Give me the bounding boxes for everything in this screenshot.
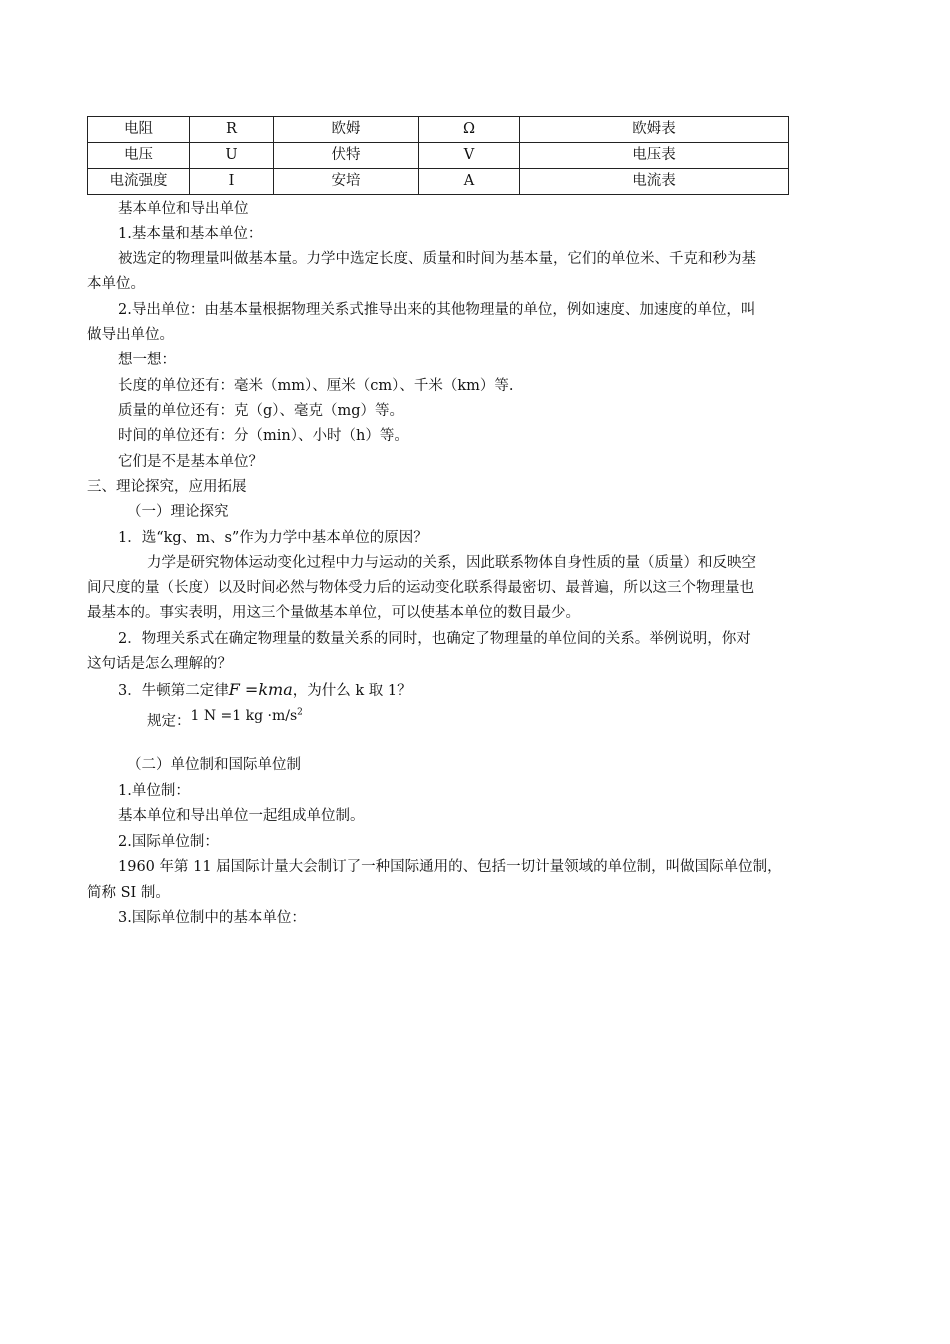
quantity-cell: 电压 (88, 143, 190, 169)
table-row (88, 169, 789, 195)
paragraph-line: 长度的单位还有：毫米（mm）、厘米（cm）、千米（km）等. (118, 378, 514, 394)
question-line: 2．物理关系式在确定物理量的数量关系的同时，也确定了物理量的单位间的关系。举例说明，你对 (118, 631, 751, 647)
paragraph-line: 2.导出单位：由基本量根据物理关系式推导出来的其他物理量的单位，例如速度、加速度的单位，叫 (118, 302, 756, 318)
subheading: （二）单位制和国际单位制 (127, 757, 301, 773)
table-row (88, 117, 789, 143)
units-table (87, 116, 789, 195)
paragraph-line: 质量的单位还有：克（g）、毫克（mg）等。 (118, 403, 405, 419)
paragraph-line: 时间的单位还有：分（min）、小时（h）等。 (118, 428, 409, 444)
paragraph-line: 做导出单位。 (87, 327, 174, 343)
paragraph-line: 力学是研究物体运动变化过程中力与运动的关系，因此联系物体自身性质的量（质量）和反映空 (147, 555, 756, 571)
instrument-cell: 电压表 (520, 143, 789, 169)
instrument-cell: 欧姆表 (520, 117, 789, 143)
formula-exponent: 2 (297, 707, 303, 717)
paragraph-line: 本单位。 (87, 276, 145, 292)
formula-body: 1 N =1 kg ·m/s (190, 707, 298, 724)
newton-unit-formula (191, 708, 303, 724)
symbol-cell: U (190, 143, 274, 169)
unit-cell: 伏特 (274, 143, 419, 169)
symbol-cell: R (190, 117, 274, 143)
section-heading: 三、理论探究，应用拓展 (87, 479, 247, 495)
question-text: 3．牛顿第二定律 (118, 683, 229, 699)
paragraph-line: 1960 年第 11 届国际计量大会制订了一种国际通用的、包括一切计量领域的单位制，叫做国际单位制， (118, 859, 782, 875)
unit-symbol-cell: V (419, 143, 520, 169)
paragraph-line: 这句话是怎么理解的？ (87, 656, 232, 672)
subheading: 2.国际单位制： (118, 834, 219, 850)
newton-formula: F =kma (228, 680, 293, 699)
subheading: （一）理论探究 (127, 504, 229, 520)
unit-cell: 安培 (274, 169, 419, 195)
question-text: ，为什么 k 取 1？ (292, 683, 412, 699)
paragraph-line: 基本单位和导出单位一起组成单位制。 (118, 808, 365, 824)
question-line (118, 680, 412, 701)
section-heading: 基本单位和导出单位 (118, 201, 249, 217)
subheading: 3.国际单位制中的基本单位： (118, 910, 306, 926)
quantity-cell: 电阻 (88, 117, 190, 143)
symbol-cell: I (190, 169, 274, 195)
unit-symbol-cell: A (419, 169, 520, 195)
definition-line (147, 708, 303, 732)
unit-symbol-cell: Ω (419, 117, 520, 143)
paragraph-line: 简称 SI 制。 (87, 885, 170, 901)
unit-cell: 欧姆 (274, 117, 419, 143)
table-row (88, 143, 789, 169)
subheading: 1.单位制： (118, 783, 190, 799)
question-line: 1．选“kg、m、s”作为力学中基本单位的原因？ (118, 530, 428, 546)
paragraph-line: 想一想： (118, 352, 176, 368)
paragraph-line: 间尺度的量（长度）以及时间必然与物体受力后的运动变化联系得最密切、最普遍，所以这三个物理量也 (87, 580, 754, 596)
instrument-cell: 电流表 (520, 169, 789, 195)
paragraph-line: 它们是不是基本单位？ (118, 454, 263, 470)
paragraph-line: 被选定的物理量叫做基本量。力学中选定长度、质量和时间为基本量，它们的单位米、千克和秒为基 (118, 251, 756, 267)
definition-label: 规定： (147, 713, 191, 730)
subheading: 1.基本量和基本单位： (118, 226, 263, 242)
quantity-cell: 电流强度 (88, 169, 190, 195)
paragraph-line: 最基本的。事实表明，用这三个量做基本单位，可以使基本单位的数目最少。 (87, 605, 580, 621)
